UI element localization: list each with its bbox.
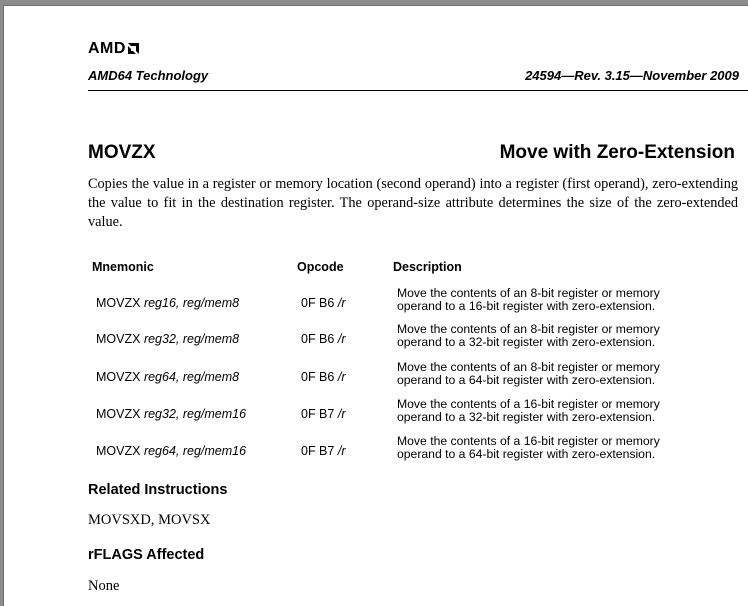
row-opcode: 0F B7 /r	[301, 444, 346, 458]
row-mnemonic: MOVZX reg32, reg/mem8	[96, 332, 240, 346]
table-row	[4, 323, 748, 357]
column-header-opcode: Opcode	[297, 260, 344, 274]
row-description: Move the contents of an 8-bit register or memory operand to a 32-bit register with zero-extension.	[397, 322, 660, 349]
header-divider	[88, 90, 748, 91]
row-mnemonic: MOVZX reg64, reg/mem8	[96, 370, 240, 384]
table-row	[4, 287, 748, 321]
running-header	[88, 68, 739, 83]
row-opcode: 0F B6 /r	[301, 296, 346, 310]
row-opcode: 0F B6 /r	[301, 332, 346, 346]
instruction-mnemonic: MOVZX	[88, 142, 156, 163]
row-opcode: 0F B6 /r	[301, 370, 346, 384]
row-description: Move the contents of an 8-bit register or memory operand to a 64-bit register with zero-extension.	[397, 360, 660, 387]
table-row	[4, 398, 748, 432]
header-doc-revision: 24594—Rev. 3.15—November 2009	[525, 68, 739, 83]
column-header-mnemonic: Mnemonic	[92, 260, 154, 274]
related-instructions-heading: Related Instructions	[88, 482, 228, 498]
related-instructions-text: MOVSXD, MOVSX	[88, 512, 211, 528]
amd-logo	[88, 40, 140, 58]
table-row	[4, 435, 748, 469]
row-description: Move the contents of an 8-bit register or memory operand to a 16-bit register with zero-extension.	[397, 286, 660, 313]
instruction-title-row	[88, 142, 735, 164]
header-left-title: AMD64 Technology	[88, 68, 209, 83]
column-header-description: Description	[393, 260, 462, 274]
logo-text: AMD	[88, 40, 126, 57]
instruction-description: Copies the value in a register or memory location (second operand) into a register (first operand), zero-extending the value to fit in the destination register. The operand-size attribute determines the size of the zero-extended value.	[88, 176, 738, 230]
amd-arrow-logo-icon	[127, 42, 140, 55]
row-description: Move the contents of a 16-bit register or memory operand to a 32-bit register with zero-extension.	[397, 397, 660, 424]
row-description: Move the contents of a 16-bit register or memory operand to a 64-bit register with zero-extension.	[397, 434, 660, 461]
row-mnemonic: MOVZX reg16, reg/mem8	[96, 296, 240, 310]
row-mnemonic: MOVZX reg32, reg/mem16	[96, 407, 247, 421]
document-page	[3, 5, 748, 606]
row-opcode: 0F B7 /r	[301, 407, 346, 421]
rflags-affected-heading: rFLAGS Affected	[88, 547, 205, 563]
row-mnemonic: MOVZX reg64, reg/mem16	[96, 444, 247, 458]
table-row	[4, 361, 748, 395]
instruction-name: Move with Zero-Extension	[499, 142, 735, 163]
rflags-affected-text: None	[88, 578, 120, 594]
